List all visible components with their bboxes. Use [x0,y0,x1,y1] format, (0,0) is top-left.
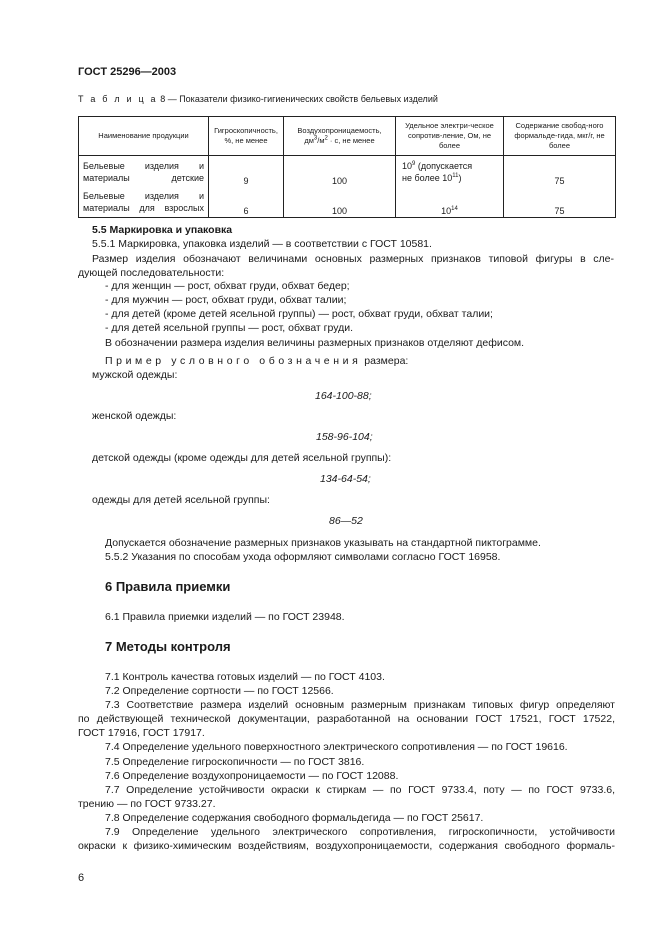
section-7-heading: 7 Методы контроля [105,639,231,654]
col-header-hygroscopicity: Гигроскопичность, %, не менее [209,117,284,156]
men-label: мужской одежды: [92,369,178,381]
para-7-1: 7.1 Контроль качества готовых изделий — по ГОСТ 4103. [105,671,385,683]
para-7-5: 7.5 Определение гигроскопичности — по ГОСТ 3816. [105,756,365,768]
cell-formaldehyde-kids: 75 [504,156,616,188]
para-size-line1: Размер изделия обозначают величинами основных размерных признаков типовой фигуры в сле- [92,253,614,265]
res-kids-exp: 9 [412,160,416,167]
list-item-nursery: - для детей ясельной группы — рост, обхват груди. [105,322,354,334]
nursery-label: одежды для детей ясельной группы: [92,494,270,506]
cell-resistance-kids [396,156,504,188]
kids-size: 134-64-54; [320,473,371,485]
section-5-5-heading: 5.5 Маркировка и упаковка [92,224,233,236]
para-6-1: 6.1 Правила приемки изделий — по ГОСТ 23948. [105,611,345,623]
para-pictogram: Допускается обозначение размерных признаков указывать на стандартной пиктограмме. [105,537,541,549]
para-7-2: 7.2 Определение сортности — по ГОСТ 12566. [105,685,334,697]
para-7-6: 7.6 Определение воздухопроницаемости — по ГОСТ 12088. [105,770,399,782]
col-header-product: Наименование продукции [79,117,209,156]
table-row-adults [79,187,616,218]
cell-hygro-kids: 9 [209,156,284,188]
para-7-7-line1: 7.7 Определение устойчивости окраски к стиркам — по ГОСТ 9733.4, поту — по ГОСТ 9733.6, [105,784,615,796]
list-item-women: - для женщин — рост, обхват груди, обхват бедер; [105,280,350,292]
res-adults-base: 10 [441,206,452,216]
para-7-8: 7.8 Определение содержания свободного формальдегида — по ГОСТ 25617. [105,812,484,824]
list-item-kids: - для детей (кроме детей ясельной группы) — рост, обхват груди, обхват талии; [105,308,493,320]
res-adults-exp: 14 [451,206,458,212]
nursery-size: 86—52 [329,515,363,527]
para-7-7-line2: трению — по ГОСТ 9733.27. [78,798,216,810]
table-caption [78,94,438,104]
cell-product-adults: Бельевые изделия и материалы для взрослых [79,187,209,218]
table-caption-prefix: Т а б л и ц а [78,94,158,104]
para-7-9-line2: окраски к физико-химическим воздействиям, воздухопроницаемости, содержания свободного формаль- [78,840,615,852]
table-8 [78,116,616,218]
col-header-formaldehyde: Содержание свобод-ного формальде-гида, мкг/г, не более [504,117,616,156]
cell-product-kids: Бельевые изделия и материалы детские [79,156,209,188]
cell-resistance-adults [396,187,504,218]
para-7-3-line2: по действующей технической документации, разработанной на основании ГОСТ 17521, ГОСТ 17522, [78,713,615,725]
res-kids-text3: ) [458,172,462,183]
kids-label: детской одежды (кроме одежды для детей ясельной группы): [92,452,392,464]
table-row-kids [79,156,616,188]
table-header-row [79,117,616,156]
res-kids-text1: (допускается [415,160,473,171]
air-unit-exp2: 2 [324,135,328,142]
res-kids-base: 10 [402,160,413,171]
para-size-line2: дующей последовательности: [78,267,225,279]
para-7-4: 7.4 Определение удельного поверхностного электрического сопротивления — по ГОСТ 19616. [105,741,568,753]
example-spaced: Пример условного обозначения [105,355,362,367]
air-unit-dm: дм [304,136,314,145]
air-unit-m: /м [317,136,325,145]
para-hyphen: В обозначении размера изделия величины размерных признаков отделяют дефисом. [105,337,525,349]
document-header: ГОСТ 25296—2003 [78,66,177,78]
para-5-5-1: 5.5.1 Маркировка, упаковка изделий — в соответствии с ГОСТ 10581. [92,238,432,250]
example-tail: размера: [361,355,409,367]
section-6-heading: 6 Правила приемки [105,579,231,594]
col-header-resistance: Удельное электри-ческое сопротив-ление, Ом, не более [396,117,504,156]
air-unit-exp3: 3 [313,135,318,142]
cell-formaldehyde-adults: 75 [504,187,616,218]
example-label [105,355,408,367]
women-size: 158-96-104; [316,431,373,443]
para-7-3-line3: ГОСТ 17916, ГОСТ 17917. [78,727,205,739]
res-kids-exp2: 11 [452,172,459,179]
women-label: женской одежды: [92,410,177,422]
para-7-9-line1: 7.9 Определение удельного электрического сопротивления, гигроскопичности, устойчивости [105,826,615,838]
col-header-air-permeability [284,117,396,156]
list-item-men: - для мужчин — рост, обхват груди, обхват талии; [105,294,347,306]
cell-air-kids: 100 [284,156,396,188]
cell-air-adults: 100 [284,187,396,218]
para-5-5-2: 5.5.2 Указания по способам ухода оформляют символами согласно ГОСТ 16958. [105,551,501,563]
cell-hygro-adults: 6 [209,187,284,218]
page-number: 6 [78,872,85,884]
para-7-3-line1: 7.3 Соответствие размера изделий основным размерным признакам типовых фигур определяют [105,699,615,711]
men-size: 164-100-88; [315,390,372,402]
air-header-label: Воздухопроницаемость, [297,126,382,135]
table-caption-text: 8 — Показатели физико-гигиенических свойств бельевых изделий [157,94,438,104]
res-kids-text2: не более 10 [402,172,453,183]
air-unit-tail: · с, не менее [327,136,375,145]
